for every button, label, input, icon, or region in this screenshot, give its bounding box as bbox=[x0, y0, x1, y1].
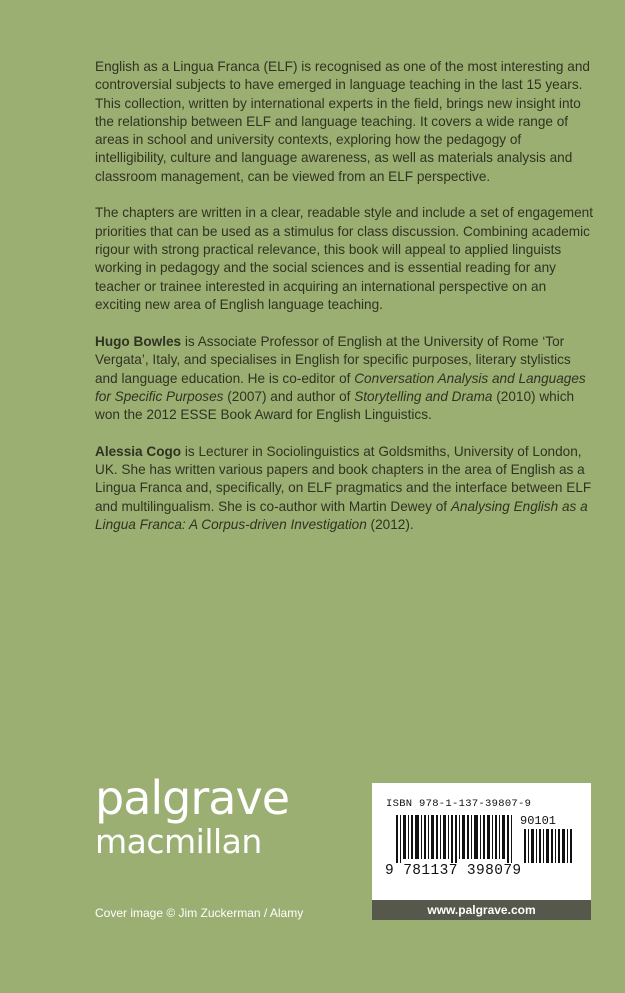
cover-image-credit: Cover image © Jim Zuckerman / Alamy bbox=[95, 906, 304, 920]
isbn-barcode bbox=[372, 783, 591, 900]
book-title: Storytelling and Drama bbox=[354, 389, 493, 405]
author-name: Hugo Bowles bbox=[95, 334, 182, 350]
bio-text: is Associate Professor of English at the University of Rome ‘Tor Vergata’, Italy, and specialises in English for specific purposes, literary stylistics and language education. He is co-editor of bbox=[95, 334, 571, 386]
isbn-label: ISBN 978-1-137-39807-9 bbox=[386, 798, 532, 810]
publisher-logo bbox=[95, 772, 289, 860]
bio-text: is Lecturer in Sociolinguistics at Goldsmiths, University of London, UK. She has written various papers and book chapters in the area of English as a Lingua Franca and, specifically, on ELF pragmatics and the interface between ELF and multilingualism. She is co-author with Martin Dewey of bbox=[95, 443, 592, 514]
author-bio-bowles bbox=[95, 333, 595, 424]
bio-text: (2010) which won the 2012 ESSE Book Award for English Linguistics. bbox=[95, 389, 575, 423]
publisher-url: www.palgrave.com bbox=[372, 900, 591, 920]
blurb-paragraph-1: English as a Lingua Franca (ELF) is recognised as one of the most interesting and controversial subjects to have emerged in language teaching in the last 15 years. This collection, written by international experts in the field, brings new insight into the relationship between ELF and language teaching. It covers a wide range of areas in school and university contexts, exploring how the pedagogy of intelligibility, culture and language awareness, as well as materials analysis and classroom management, can be viewed from an ELF perspective. bbox=[95, 59, 590, 184]
blurb-paragraph-2: The chapters are written in a clear, readable style and include a set of engagement priorities that can be used as a stimulus for class discussion. Combining academic rigour with strong practical relevance, this book will appeal to applied linguists working in pedagogy and the social sciences and is essential reading for any teacher or trainee interested in acquiring an international perspective on an exciting new area of English language teaching. bbox=[95, 205, 593, 312]
author-bio-cogo bbox=[95, 443, 595, 534]
author-name: Alessia Cogo bbox=[95, 443, 182, 459]
bio-text: (2012). bbox=[366, 516, 414, 532]
book-title: Analysing English as a Lingua Franca: A Corpus-driven Investigation bbox=[95, 498, 588, 532]
book-title: Conversation Analysis and Languages for Specific Purposes bbox=[95, 370, 586, 405]
barcode-addon-number: 90101 bbox=[520, 814, 557, 828]
logo-line-macmillan: macmillan bbox=[95, 822, 262, 861]
logo-line-palgrave: palgrave bbox=[95, 771, 289, 825]
back-cover-text bbox=[95, 58, 595, 552]
barcode-digits: 9 781137 398079 bbox=[385, 863, 522, 879]
bio-text: (2007) and author of bbox=[223, 389, 355, 405]
